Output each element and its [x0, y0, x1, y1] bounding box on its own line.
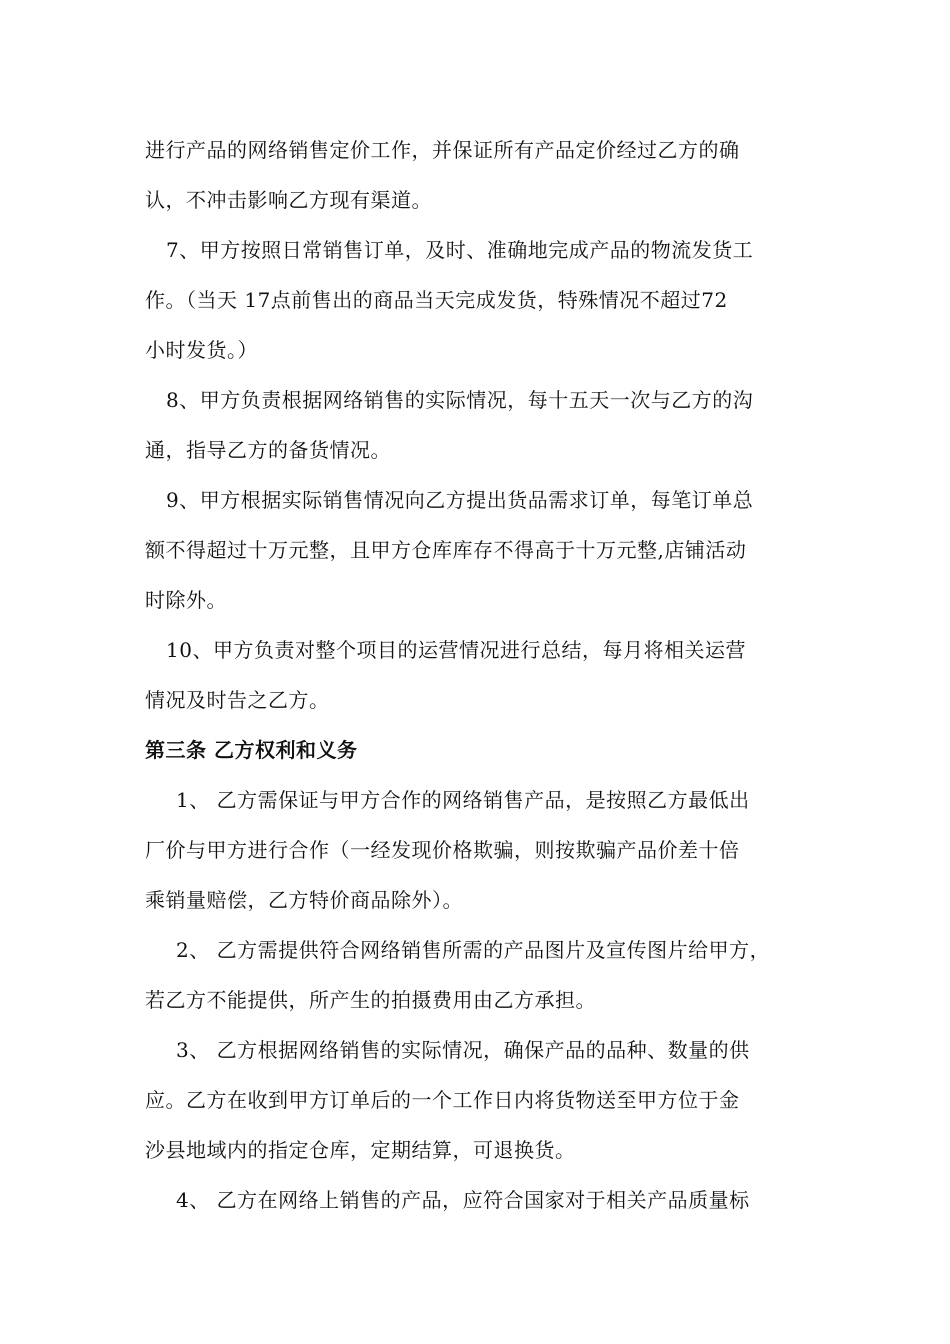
text-line: 9、甲方根据实际销售情况向乙方提出货品需求订单，每笔订单总	[166, 488, 754, 512]
text-line: 若乙方不能提供，所产生的拍摄费用由乙方承担。	[145, 988, 596, 1012]
text-line: 1、 乙方需保证与甲方合作的网络销售产品，是按照乙方最低出	[176, 788, 750, 812]
text-line: 3、 乙方根据网络销售的实际情况，确保产品的品种、数量的供	[176, 1038, 750, 1062]
text-line: 通，指导乙方的备货情况。	[145, 438, 391, 462]
text-line: 8、甲方负责根据网络销售的实际情况，每十五天一次与乙方的沟	[166, 388, 754, 412]
text-line: 2、 乙方需提供符合网络销售所需的产品图片及宣传图片给甲方，	[176, 938, 771, 962]
text-line: 4、 乙方在网络上销售的产品，应符合国家对于相关产品质量标	[176, 1188, 750, 1212]
text-line: 额不得超过十万元整，且甲方仓库库存不得高于十万元整,店铺活动	[145, 538, 747, 562]
section-heading: 第三条 乙方权利和义务	[145, 738, 358, 762]
text-line: 时除外。	[145, 588, 227, 612]
text-line: 作。（当天 17点前售出的商品当天完成发货，特殊情况不超过72	[145, 288, 728, 312]
text-line: 情况及时告之乙方。	[145, 688, 330, 712]
text-line: 厂价与甲方进行合作（一经发现价格欺骗，则按欺骗产品价差十倍	[145, 838, 740, 862]
text-line: 沙县地域内的指定仓库，定期结算，可退换货。	[145, 1138, 576, 1162]
text-line: 乘销量赔偿，乙方特价商品除外）。	[145, 888, 463, 912]
text-line: 10、甲方负责对整个项目的运营情况进行总结，每月将相关运营	[166, 638, 746, 662]
text-line: 认，不冲击影响乙方现有渠道。	[145, 188, 432, 212]
text-line: 7、甲方按照日常销售订单，及时、准确地完成产品的物流发货工	[166, 238, 754, 262]
text-line: 小时发货。）	[145, 338, 258, 362]
text-line: 应。乙方在收到甲方订单后的一个工作日内将货物送至甲方位于金	[145, 1088, 740, 1112]
text-line: 进行产品的网络销售定价工作，并保证所有产品定价经过乙方的确	[145, 138, 740, 162]
